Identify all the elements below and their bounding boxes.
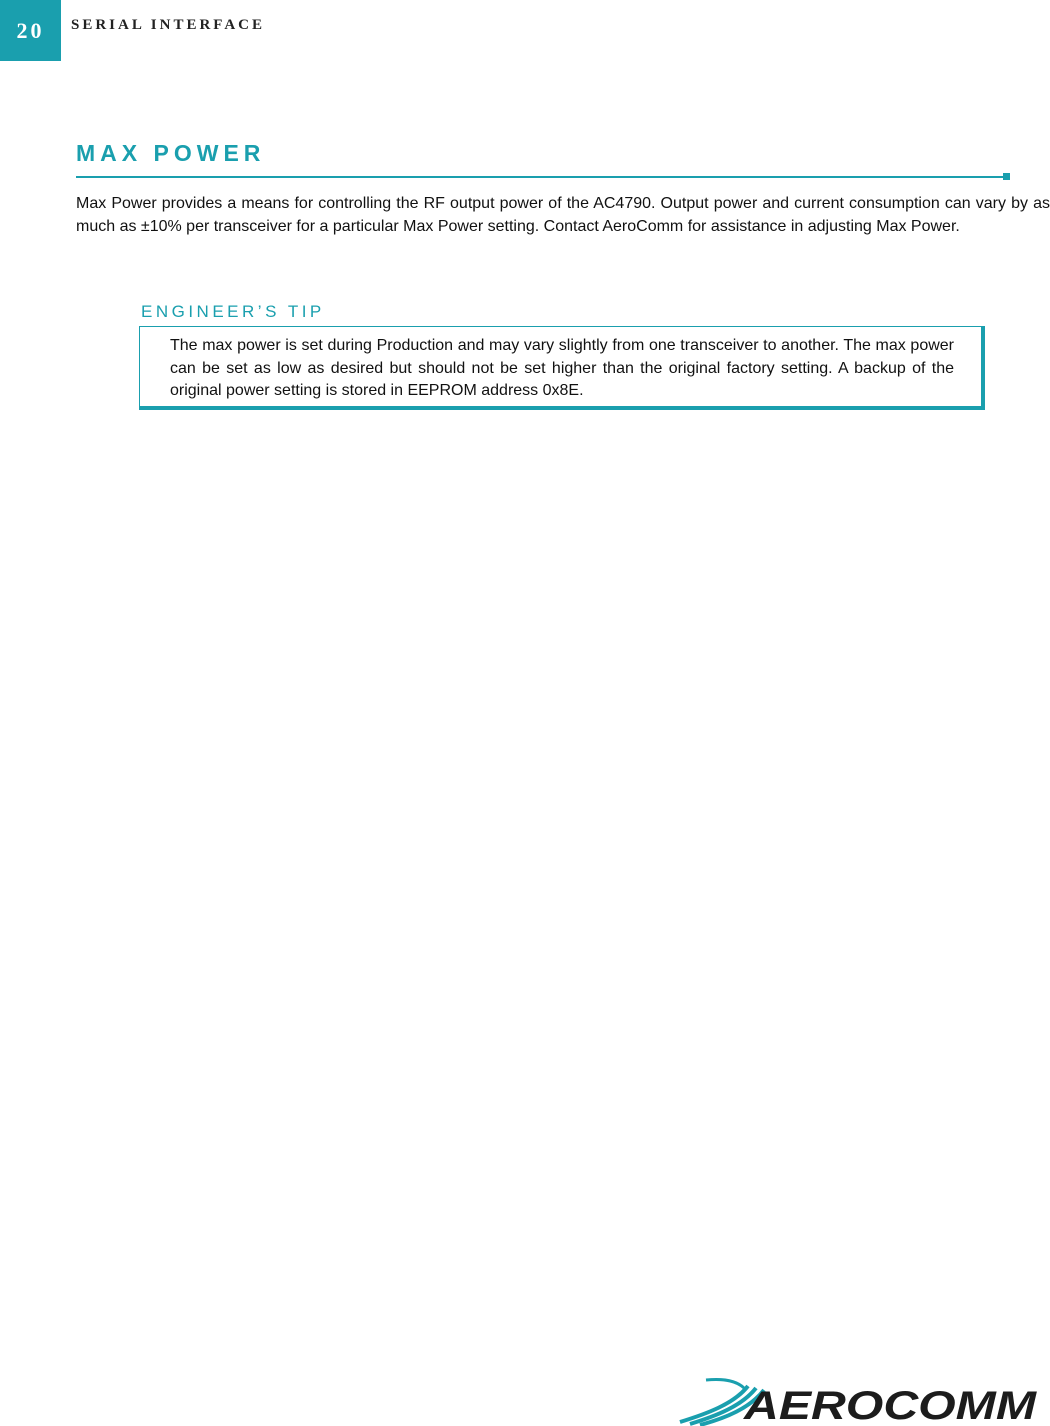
aerocomm-logo-graphic [676,1376,1038,1426]
running-header: SERIAL INTERFACE [71,17,266,33]
aerocomm-logo [676,1376,1038,1426]
svg-text:AEROCOMM: AEROCOMM [742,1384,1038,1426]
section-title: MAX POWER [76,140,266,166]
section-body: Max Power provides a means for controlling the RF output power of the AC4790. Output power and current consumption can vary by as much as ±10% per transceiver for a particular Max Power setting. Contact AeroComm for assistance in adjusting Max Power. [76,195,1050,235]
page-number: 20 [16,17,45,43]
page-number-tab [0,0,61,61]
section-divider [76,176,1006,178]
tip-body: The max power is set during Production and may vary slightly from one transceiver to another. The max power can be set as low as desired but should not be set higher than the original factory setting. A backup of the original power setting is stored in EEPROM address 0x8E. [170,337,954,399]
tip-title: ENGINEER’S TIP [141,302,325,321]
divider-end-square [1003,173,1010,180]
